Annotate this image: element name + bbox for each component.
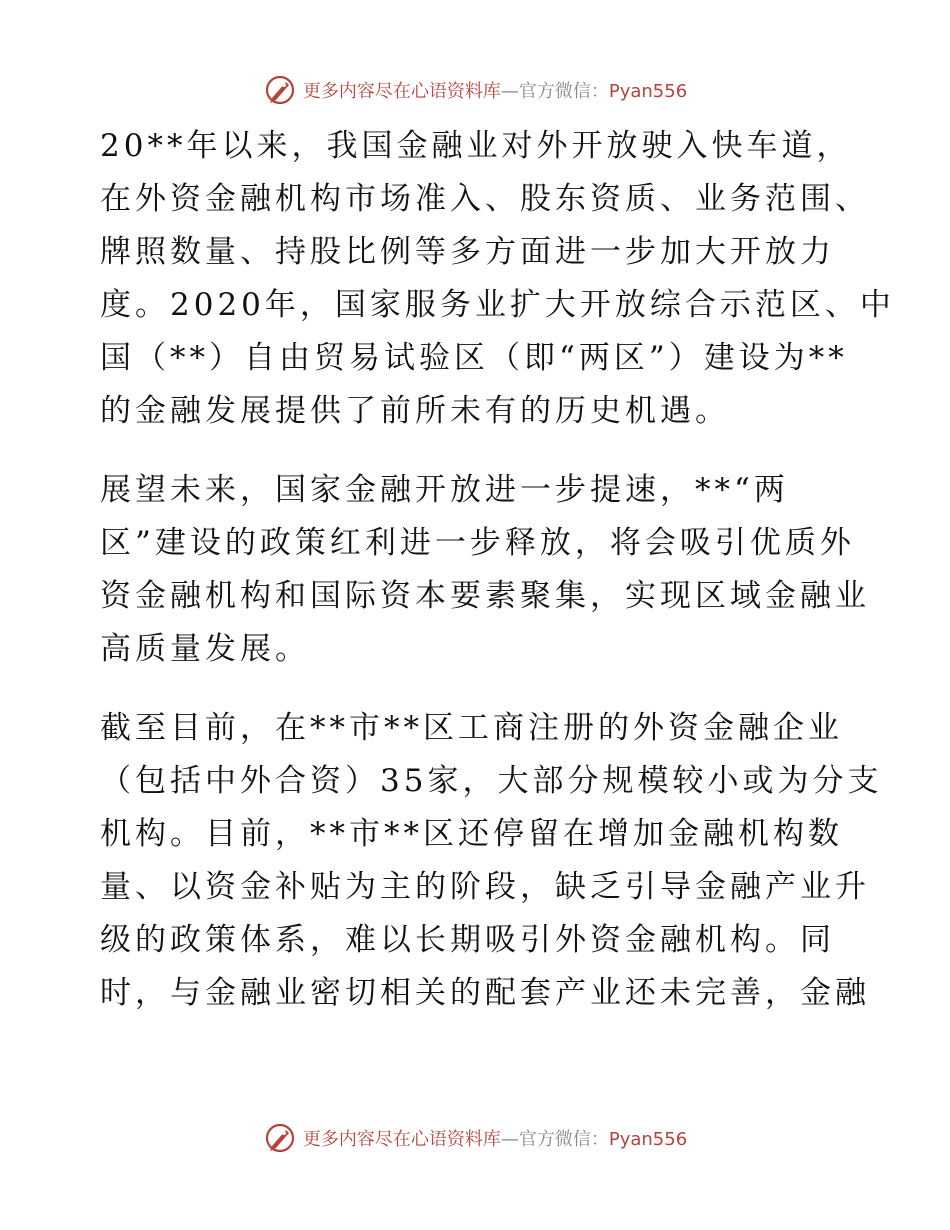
paragraph-2 xyxy=(100,464,870,676)
text-line: 区”建设的政策红利进一步释放，将会吸引优质外 xyxy=(100,525,855,561)
text-line: 在外资金融机构市场准入、股东资质、业务范围、 xyxy=(100,181,870,217)
text-line: 度。2020年，国家服务业扩大开放综合示范区、中 xyxy=(100,287,895,323)
header-watermark xyxy=(0,70,950,110)
text-line: 牌照数量、持股比例等多方面进一步加大开放力 xyxy=(100,234,835,270)
document-body xyxy=(100,120,895,1020)
footer-watermark xyxy=(0,1118,950,1158)
text-line: 展望未来，国家金融开放进一步提速，**“两 xyxy=(100,472,789,508)
watermark-text xyxy=(303,77,687,103)
watermark-label: 官方微信： xyxy=(518,81,609,102)
text-line: 资金融机构和国际资本要素聚集，实现区域金融业 xyxy=(100,578,870,614)
text-line: （包括中外合资）35家，大部分规模较小或为分支 xyxy=(100,763,883,799)
text-line: 时，与金融业密切相关的配套产业还未完善，金融 xyxy=(100,975,870,1011)
watermark-main: 更多内容尽在心语资料库 xyxy=(302,1129,501,1150)
text-line: 高质量发展。 xyxy=(100,631,310,667)
text-line: 国（**）自由贸易试验区（即“两区”）建设为** xyxy=(100,340,848,376)
watermark-dash: — xyxy=(500,81,519,102)
text-line: 截至目前，在**市**区工商注册的外资金融企业 xyxy=(100,710,843,746)
watermark-label: 官方微信： xyxy=(518,1129,609,1150)
text-line: 量、以资金补贴为主的阶段，缺乏引导金融产业升 xyxy=(100,869,870,905)
watermark-text xyxy=(303,1125,687,1151)
text-line: 机构。目前，**市**区还停留在增加金融机构数 xyxy=(100,816,843,852)
paragraph-1 xyxy=(100,120,895,438)
text-line: 的金融发展提供了前所未有的历史机遇。 xyxy=(100,393,730,429)
text-line: 20**年以来，我国金融业对外开放驶入快车道， xyxy=(100,128,852,164)
watermark-main: 更多内容尽在心语资料库 xyxy=(302,81,501,102)
pen-circle-logo-icon xyxy=(263,73,297,107)
watermark-id: Pyan556 xyxy=(608,81,688,102)
pen-circle-logo-icon xyxy=(263,1121,297,1155)
watermark-id: Pyan556 xyxy=(608,1129,688,1150)
text-line: 级的政策体系，难以长期吸引外资金融机构。同 xyxy=(100,922,835,958)
paragraph-3 xyxy=(100,702,883,1020)
watermark-dash: — xyxy=(500,1129,519,1150)
